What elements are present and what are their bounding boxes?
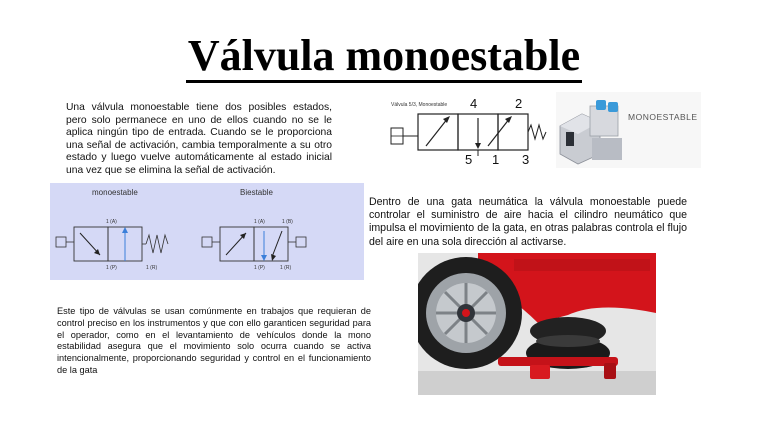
biestable-label: Biestable [240,188,273,197]
bi-port-r: 1 (R) [280,265,292,271]
biestable-symbol [202,219,306,271]
symbol-port-4: 4 [470,96,478,111]
symbol-port-2: 2 [515,96,523,111]
valve-product-image [556,92,701,168]
car-jack-photo [418,253,656,395]
product-label: MONOESTABLE [628,112,698,122]
bi-port-b: 1 (B) [282,219,293,225]
mono-port-r: 1 (R) [146,265,158,271]
page-title [0,30,768,82]
mono-port-p: 1 (P) [106,265,117,271]
usage-paragraph: Este tipo de válvulas se usan comúnmente en trabajos que requieran de control preciso en los instrumentos y que con ello garanticen seguridad para el operador, como en el levantamiento de vehículos donde la mono estabilidad asegura que el movimiento solo ocurra cuando se activa intencionalmente, proporcionando seguridad y control en el funcionamiento de la gata [57,306,371,375]
monoestable-symbol [56,219,168,271]
bi-port-p: 1 (P) [254,265,265,271]
intro-paragraph: Una válvula monoestable tiene dos posibles estados, pero solo permanece en uno de ellos cuando no se le aplica ningún tipo de entrada. Cuando se le proporciona una señal de activación, cambia temporalmente a su otro estado y luego vuelve automáticamente al estado inicial una vez que se elimina la señal de activación. [66,102,332,176]
symbol-port-5: 5 [465,152,473,164]
symbol-port-3: 3 [522,152,530,164]
title-text: Válvula monoestable [186,31,582,83]
valve-comparison-diagram [50,183,364,280]
gata-paragraph: Dentro de una gata neumática la válvula monoestable puede controlar el suministro de aire hacia el cilindro neumático que impulsa el movimiento de la gata, en otras palabras controla el flujo del aire en una sola dirección al activarse. [369,196,687,248]
symbol-port-1: 1 [492,152,500,164]
bi-port-a: 1 (A) [254,219,265,225]
valve-5-3-symbol [388,92,553,164]
symbol-caption: Válvula 5/3, Monoestable [391,102,448,108]
monoestable-label: monoestable [92,188,138,197]
mono-port-a: 1 (A) [106,219,117,225]
